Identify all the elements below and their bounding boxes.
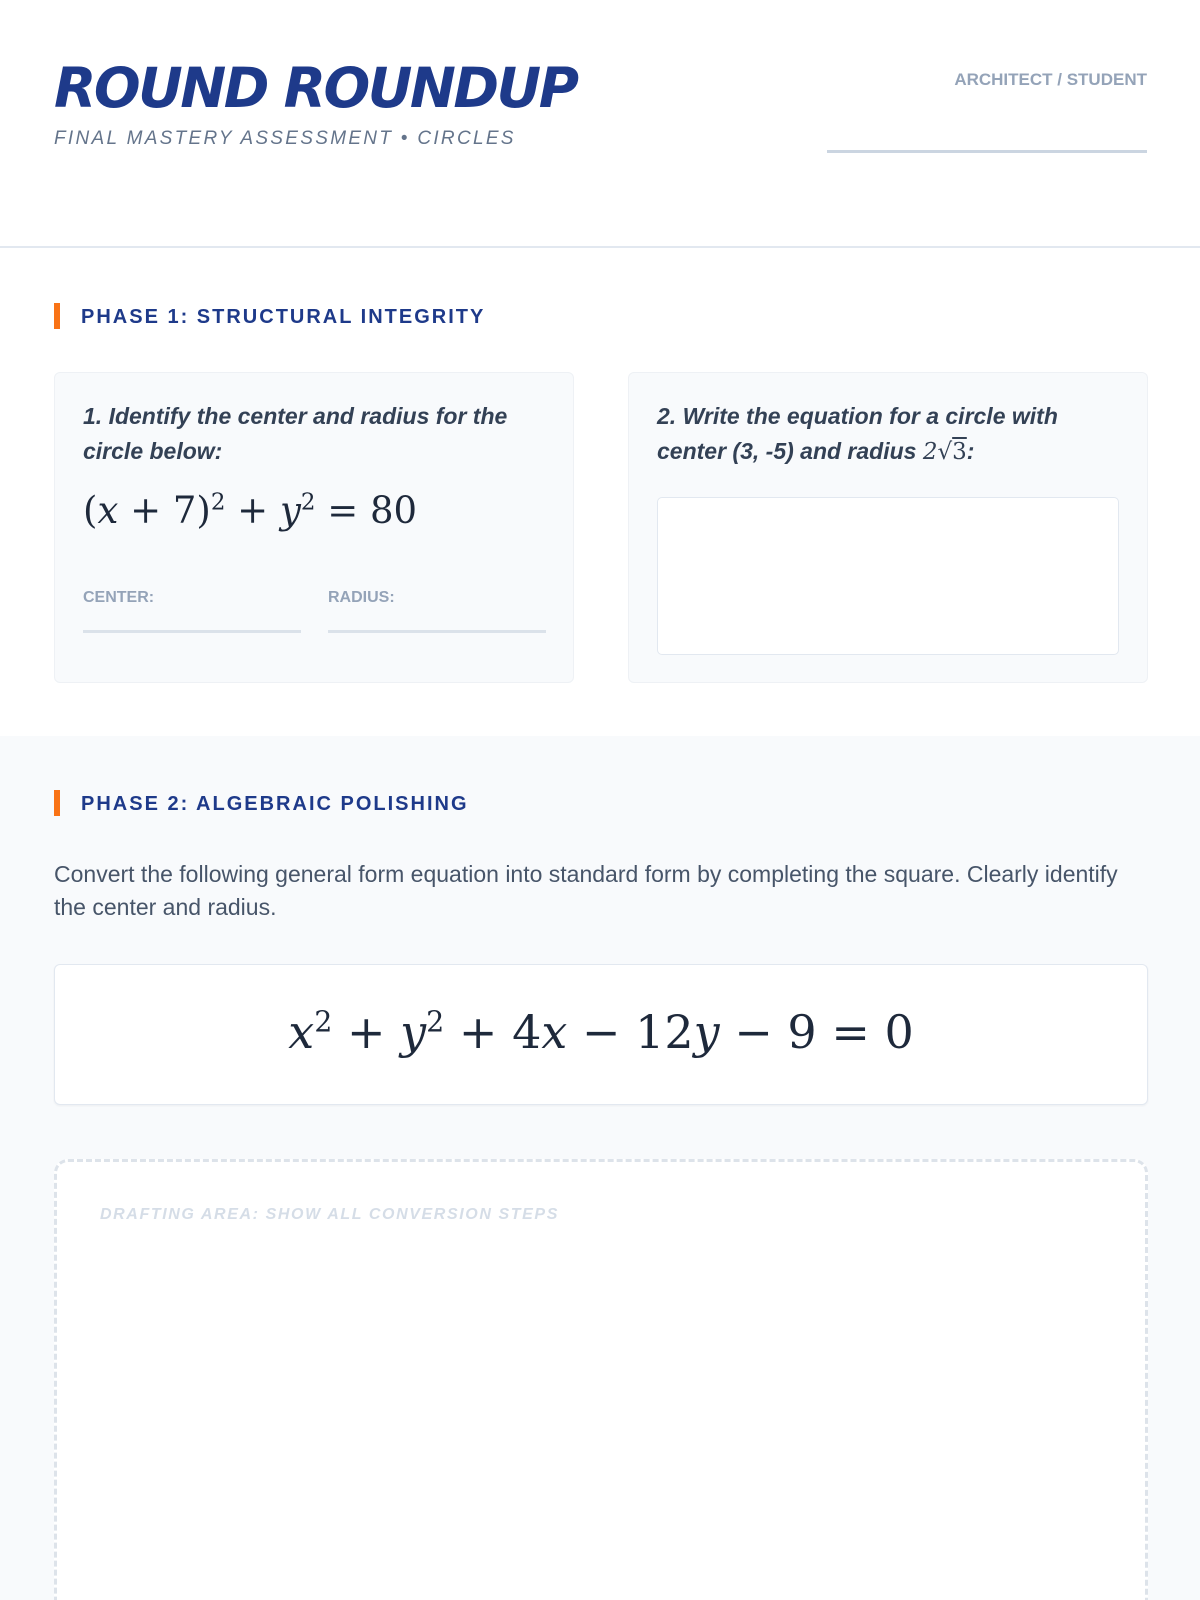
question-1-card	[54, 372, 574, 683]
phase-1-title: PHASE 1: STRUCTURAL INTEGRITY	[81, 306, 486, 328]
student-name-label: ARCHITECT / STUDENT	[954, 70, 1147, 89]
radius-answer-field[interactable]	[328, 630, 546, 633]
worksheet-subtitle: FINAL MASTERY ASSESSMENT • CIRCLES	[54, 128, 516, 149]
question-2-prompt: 2. Write the equation for a circle with center (3, -5) and radius 2√3:	[657, 403, 1058, 465]
question-1-prompt: 1. Identify the center and radius for the circle below:	[83, 403, 508, 464]
general-form-equation: $x^2 + y^2 + 4x - 12y - 9 = 0$	[288, 1005, 914, 1059]
phase-accent-bar	[54, 303, 60, 329]
worksheet-title: ROUND ROUNDUP	[54, 56, 577, 120]
question-2-card	[628, 372, 1148, 683]
general-form-equation-box	[54, 964, 1148, 1105]
phase-accent-bar	[54, 790, 60, 816]
center-answer-field[interactable]	[83, 630, 301, 633]
radius-expression: 2√3	[922, 439, 967, 465]
phase-2-title: PHASE 2: ALGEBRAIC POLISHING	[81, 793, 469, 815]
radius-label: RADIUS:	[328, 589, 395, 606]
center-label: CENTER:	[83, 589, 155, 606]
drafting-area-label: DRAFTING AREA: SHOW ALL CONVERSION STEPS	[100, 1206, 559, 1223]
worksheet-header	[0, 0, 1200, 248]
drafting-area[interactable]	[54, 1159, 1148, 1600]
equation-answer-box[interactable]	[657, 497, 1119, 655]
question-1-equation: $(x + 7)^2 + y^2 = 80$	[83, 489, 418, 532]
student-name-field[interactable]	[827, 150, 1147, 153]
phase-2-instructions: Convert the following general form equation into standard form by completing the square. Clearly identify the center and radius.	[54, 861, 1118, 920]
